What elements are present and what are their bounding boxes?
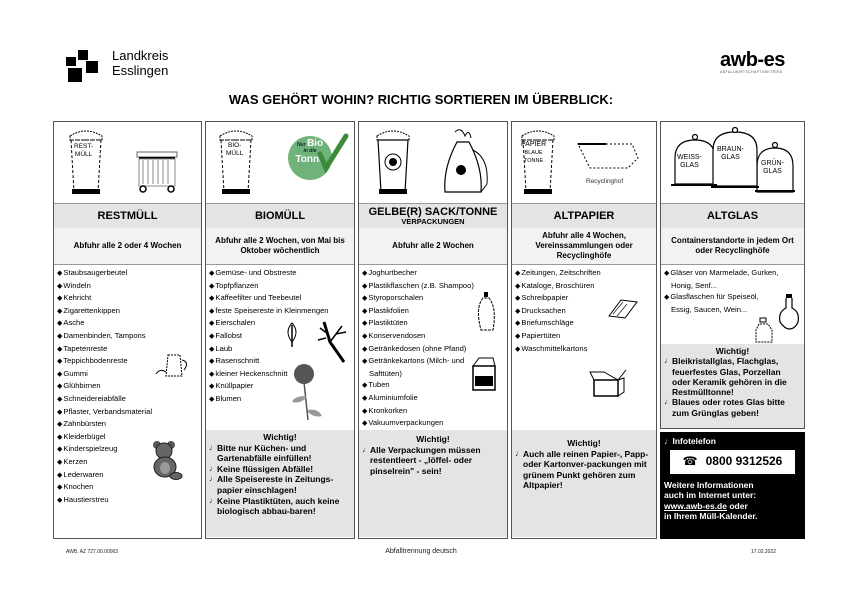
blaue-tonne-label: PAPIER BLAUE TONNE [521,141,547,164]
list-item: ◆Teppichbodenreste [57,356,128,366]
column-gelber-sack [358,121,508,539]
gruenglas-label: GRÜN- GLAS [761,160,784,175]
recycling-container-icon [576,142,640,170]
list-item: ◆Getränkedosen (ohne Pfand) [362,343,467,353]
pickup-frequency: Abfuhr alle 2 Wochen, von Mai bis Oktober wöchentlich [206,228,354,265]
list-item: ◆Zigarettenkippen [57,305,120,315]
important-title: Wichtig! [715,346,750,356]
list-item: ◆Topfpflanzen [209,280,259,290]
org-name [112,48,168,78]
list-item: ◆Gläser von Marmelade, Gurken, [664,268,779,277]
important-item: ♩ Alle Speisereste in Zeitungs-papier einschlagen! [209,474,334,495]
weissglas-label: WEISS- GLAS [677,154,702,169]
category-subtitle: VERPACKUNGEN [401,216,465,226]
recyclinghof-caption: Recyclinghof [586,178,624,185]
nur-bio-badge: Nur Bio in die Tonne [288,136,332,180]
column-biomuell [205,121,355,539]
org-line2: Esslingen [112,63,169,78]
important-item: ♩ Bitte nur Küchen- und Gartenabfälle einfüllen! [209,442,312,464]
column-altglas [660,121,805,429]
column-restmuell [53,121,202,539]
gelber-sack-images [359,122,507,204]
brand-a: aw [720,49,746,71]
gelber-sack-icon [439,128,491,198]
list-item: ◆Kehricht [57,293,92,303]
category-name: ALTGLAS [661,204,804,228]
list-item: ◆Asche [57,318,85,328]
note-icon: ♩ [209,495,217,505]
list-item: ◆Kaffeefilter und Teebeutel [209,293,302,303]
biomuell-bin-icon [216,126,256,198]
list-item: ◆kleiner Heckenschnitt [209,368,288,378]
category-name: BIOMÜLL [206,204,354,228]
info-label: ♩Infotelefon [664,436,716,446]
list-item: ◆Knochen [57,482,94,492]
tree-icon [316,318,350,364]
list-item: ◆Zeitungen, Zeitschriften [515,268,601,277]
category-name: ALTPAPIER [512,204,656,228]
list-item-continuation: Safttüten) [369,368,402,378]
important-item: ♩ Keine Plastiktüten, auch keine biologisch abbau-baren! [209,495,340,517]
list-item: ◆Eierschalen [209,318,256,328]
list-item: ◆Kinderspielzeug [57,444,118,454]
list-item: ◆Zahnbürsten [57,419,107,429]
brand-v: b [745,49,758,71]
telephone-icon: ☎ [682,454,698,469]
pickup-frequency: Abfuhr alle 2 oder 4 Wochen [54,228,201,265]
list-item: ◆Haustierstreu [57,494,109,504]
pickup-frequency: Abfuhr alle 2 Wochen [359,228,507,265]
biomuell-bin-label: BIO- MÜLL [226,142,244,157]
list-item: ◆Joghurtbecher [362,268,417,277]
important-item: ♩ Blaues oder rotes Glas bitte zum Grünglas geben! [664,397,785,418]
list-item: ◆Plastikflaschen (z.B. Shampoo) [362,280,474,290]
list-item: ◆Pflaster, Verbandsmaterial [57,406,153,416]
footer-title: Abfalltrennung deutsch [385,548,457,555]
pickup-frequency: Containerstandorte in jedem Ort oder Recyclinghöfe [661,228,804,265]
org-line1: Landkreis [112,48,169,63]
gelbe-tonne-icon [373,126,413,198]
list-item: ◆Lederwaren [57,469,104,479]
important-item: ♩ Keine flüssigen Abfälle! [209,463,314,474]
important-item: ♩ Auch alle reinen Papier-, Papp- oder Kartonver-packungen mit grünem Punkt gehören zum Altpapier! [515,448,649,491]
list-item: ◆Papiertüten [515,330,561,340]
list-item: ◆Tuben [362,380,390,390]
info-box [660,432,805,539]
list-item: ◆Blumen [209,393,242,403]
list-item: ◆Kleiderbügel [57,431,106,441]
list-item: ◆Glasflaschen für Speiseöl, [664,292,759,302]
list-item: ◆Staubsaugerbeutel [57,268,128,277]
restmuell-images [54,122,201,204]
plastic-bottle-icon [477,292,497,332]
important-title: Wichtig! [263,432,297,442]
list-item: ◆Aluminiumfolie [362,392,418,402]
list-item: ◆Windeln [57,280,91,290]
note-icon: ♩ [209,463,217,473]
category-name: RESTMÜLL [54,204,201,228]
list-item: ◆Schreibpapier [515,293,569,303]
list-item-continuation: Essig, Saucen, Wein... [671,304,748,314]
important-note [512,430,656,537]
note-icon: ♩ [664,397,672,407]
note-icon: ♩ [515,448,523,458]
list-item: ◆Drucksachen [515,305,566,315]
awb-logo [720,50,792,75]
page-title: WAS GEHÖRT WOHIN? RICHTIG SORTIEREN IM ÜBERBLICK: [228,92,614,107]
footer-date: 17.02.2022 [751,549,777,555]
newspaper-icon [607,298,639,320]
list-item: ◆Kronkorken [362,405,408,415]
milk-carton-icon [471,356,497,392]
list-item: ◆Laub [209,343,233,353]
brand-tagline: ABFALLWIRTSCHAFTSBETRIEB [720,70,783,74]
category-name [359,204,507,228]
biomuell-images [206,122,354,204]
note-icon: ♩ [664,356,672,366]
note-icon: ♩ [664,436,673,446]
brand-b: -es [757,49,785,71]
jar-icon [754,318,774,344]
footer-reference: AWB, AZ 727.00.00063 [66,549,119,555]
braunglas-label: BRAUN- GLAS [717,146,744,161]
list-item: ◆Briefumschläge [515,318,574,328]
container-icon [134,150,180,194]
list-item: ◆Plastiktüten [362,318,408,328]
list-item-continuation: Honig, Senf... [671,280,718,290]
important-note [359,430,507,537]
cardboard-box-icon [588,368,628,398]
restmuell-bin-icon [66,126,106,198]
teddy-bear-icon [149,440,183,480]
info-text-3: oder [729,500,748,511]
list-item: ◆feste Speisereste in Kleinmengen [209,305,329,315]
list-item: ◆Knüllpapier [209,381,254,391]
list-item: ◆Styroporschalen [362,293,424,303]
altglas-images [661,122,804,204]
note-icon: ♩ [209,442,217,452]
list-item: ◆Vakuumverpackungen [362,418,444,428]
website-link[interactable]: www.awb-es.de [664,500,727,511]
bag-icon [154,352,194,380]
list-item: ◆Getränkekartons (Milch- und [362,356,465,366]
important-item: ♩ Bleikristallglas, Flachglas, feuerfestes Glas, Porzellan oder Keramik gehören in die Restmülltonne! [664,356,787,398]
important-title: Wichtig! [416,434,450,444]
glass-bottle-icon [777,294,801,330]
note-icon: ♩ [362,444,370,454]
important-note [661,344,804,428]
list-item: ◆Waschmittelkartons [515,343,588,353]
list-item: ◆Gemüse- und Obstreste [209,268,297,277]
altpapier-images [512,122,656,204]
info-text-1: Weitere Informationen [664,479,754,490]
list-item: ◆Gummi [57,368,88,378]
list-item: ◆Tapetenreste [57,343,108,353]
leaf-icon [284,322,300,348]
info-text-4: in Ihrem Müll-Kalender. [664,511,758,521]
important-title: Wichtig! [567,438,601,448]
important-item: ♩ Alle Verpackungen müssen restentleert - „löffel- oder pinselrein" - sein! [362,444,481,476]
info-text-2: auch im Internet unter: [664,490,757,500]
list-item: ◆Konservendosen [362,330,426,340]
note-icon: ♩ [209,474,217,484]
rose-icon [286,362,326,422]
checkmark-icon [306,132,350,176]
list-item: ◆Kataloge, Broschüren [515,280,595,290]
list-item: ◆Fallobst [209,330,242,340]
list-item: ◆Schneidereiabfälle [57,393,126,403]
list-item: ◆Damenbinden, Tampons [57,330,146,340]
pickup-frequency: Abfuhr alle 4 Wochen, Vereinssammlungen oder Recyclinghöfe [512,228,656,265]
list-item: ◆Glühbirnen [57,381,101,391]
phone-box [670,450,795,474]
important-note [206,430,354,537]
list-item: ◆Rasenschnitt [209,356,260,366]
restmuell-bin-label: REST- MÜLL [74,143,94,158]
phone-number[interactable]: 0800 9312526 [705,454,783,469]
list-item: ◆Kerzen [57,456,88,466]
list-item: ◆Plastikfolien [362,305,409,315]
category-title: GELBE(R) SACK/TONNE [368,205,498,218]
column-altpapier [511,121,657,539]
landkreis-logo [66,50,100,84]
